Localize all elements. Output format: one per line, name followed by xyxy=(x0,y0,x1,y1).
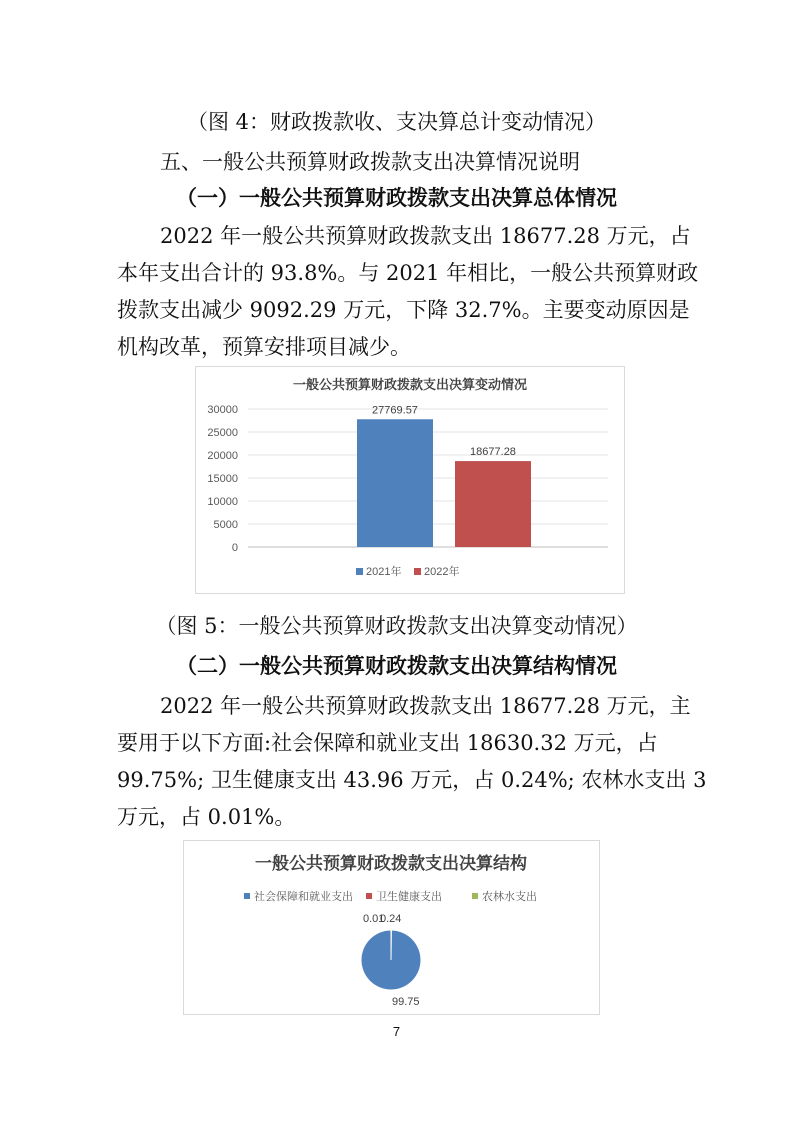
page-number: 7 xyxy=(392,1024,401,1039)
paragraph-1-line: 拨款支出减少 9092.29 万元，下降 32.7%。主要变动原因是 xyxy=(117,298,690,322)
figure-4-caption: （图 4：财政拨款收、支决算总计变动情况） xyxy=(186,110,607,134)
y-tick-label: 10000 xyxy=(207,496,238,508)
legend-swatch xyxy=(366,893,372,899)
legend-swatch xyxy=(356,568,363,575)
pie-chart-container xyxy=(183,840,600,1015)
paragraph-1-line: 2022 年一般公共预算财政拨款支出 18677.28 万元，占 xyxy=(160,224,691,248)
paragraph-2-line: 99.75%; 卫生健康支出 43.96 万元，占 0.24%; 农林水支出 3 xyxy=(117,768,707,792)
legend-swatch xyxy=(244,893,250,899)
bar-chart-container xyxy=(195,366,625,594)
paragraph-1-line: 本年支出合计的 93.8%。与 2021 年相比，一般公共预算财政 xyxy=(117,261,699,285)
legend-label: 社会保障和就业支出 xyxy=(254,891,353,903)
data-label: 27769.57 xyxy=(372,404,418,417)
paragraph-1-line: 机构改革，预算安排项目减少。 xyxy=(117,335,411,359)
chart-title: 一般公共预算财政拨款支出决算变动情况 xyxy=(292,377,528,392)
section-title: 五、一般公共预算财政拨款支出决算情况说明 xyxy=(160,150,580,174)
pie-slice xyxy=(361,930,421,990)
bar xyxy=(357,419,433,547)
subsection-title-2: （二）一般公共预算财政拨款支出决算结构情况 xyxy=(176,654,617,678)
y-tick-label: 25000 xyxy=(207,427,238,439)
legend-label: 农林水支出 xyxy=(482,891,537,903)
pie-chart xyxy=(184,841,599,1014)
y-tick-label: 30000 xyxy=(207,404,238,416)
legend-label: 2022年 xyxy=(424,566,460,578)
figure-5-caption: （图 5：一般公共预算财政拨款支出决算变动情况） xyxy=(155,614,638,638)
paragraph-2-line: 2022 年一般公共预算财政拨款支出 18677.28 万元，主 xyxy=(160,694,691,718)
paragraph-2-line: 万元，占 0.01%。 xyxy=(117,805,296,829)
y-tick-label: 15000 xyxy=(207,473,238,485)
data-label: 0.24 xyxy=(380,913,402,925)
paragraph-2-line: 要用于以下方面:社会保障和就业支出 18630.32 万元，占 xyxy=(117,731,658,755)
bar-chart xyxy=(196,367,624,593)
data-label: 18677.28 xyxy=(470,446,516,459)
legend-label: 2021年 xyxy=(366,566,402,578)
legend-swatch xyxy=(472,893,478,899)
bar xyxy=(455,461,531,547)
legend-swatch xyxy=(414,568,421,575)
y-tick-label: 5000 xyxy=(213,519,238,531)
subsection-title-1: （一）一般公共预算财政拨款支出决算总体情况 xyxy=(176,186,617,210)
legend-label: 卫生健康支出 xyxy=(376,891,442,903)
y-tick-label: 0 xyxy=(231,542,238,554)
data-label: 99.75 xyxy=(392,996,420,1008)
y-tick-label: 20000 xyxy=(207,450,238,462)
data-label: 0.01 xyxy=(363,913,385,925)
chart-title: 一般公共预算财政拨款支出决算结构 xyxy=(255,854,527,873)
